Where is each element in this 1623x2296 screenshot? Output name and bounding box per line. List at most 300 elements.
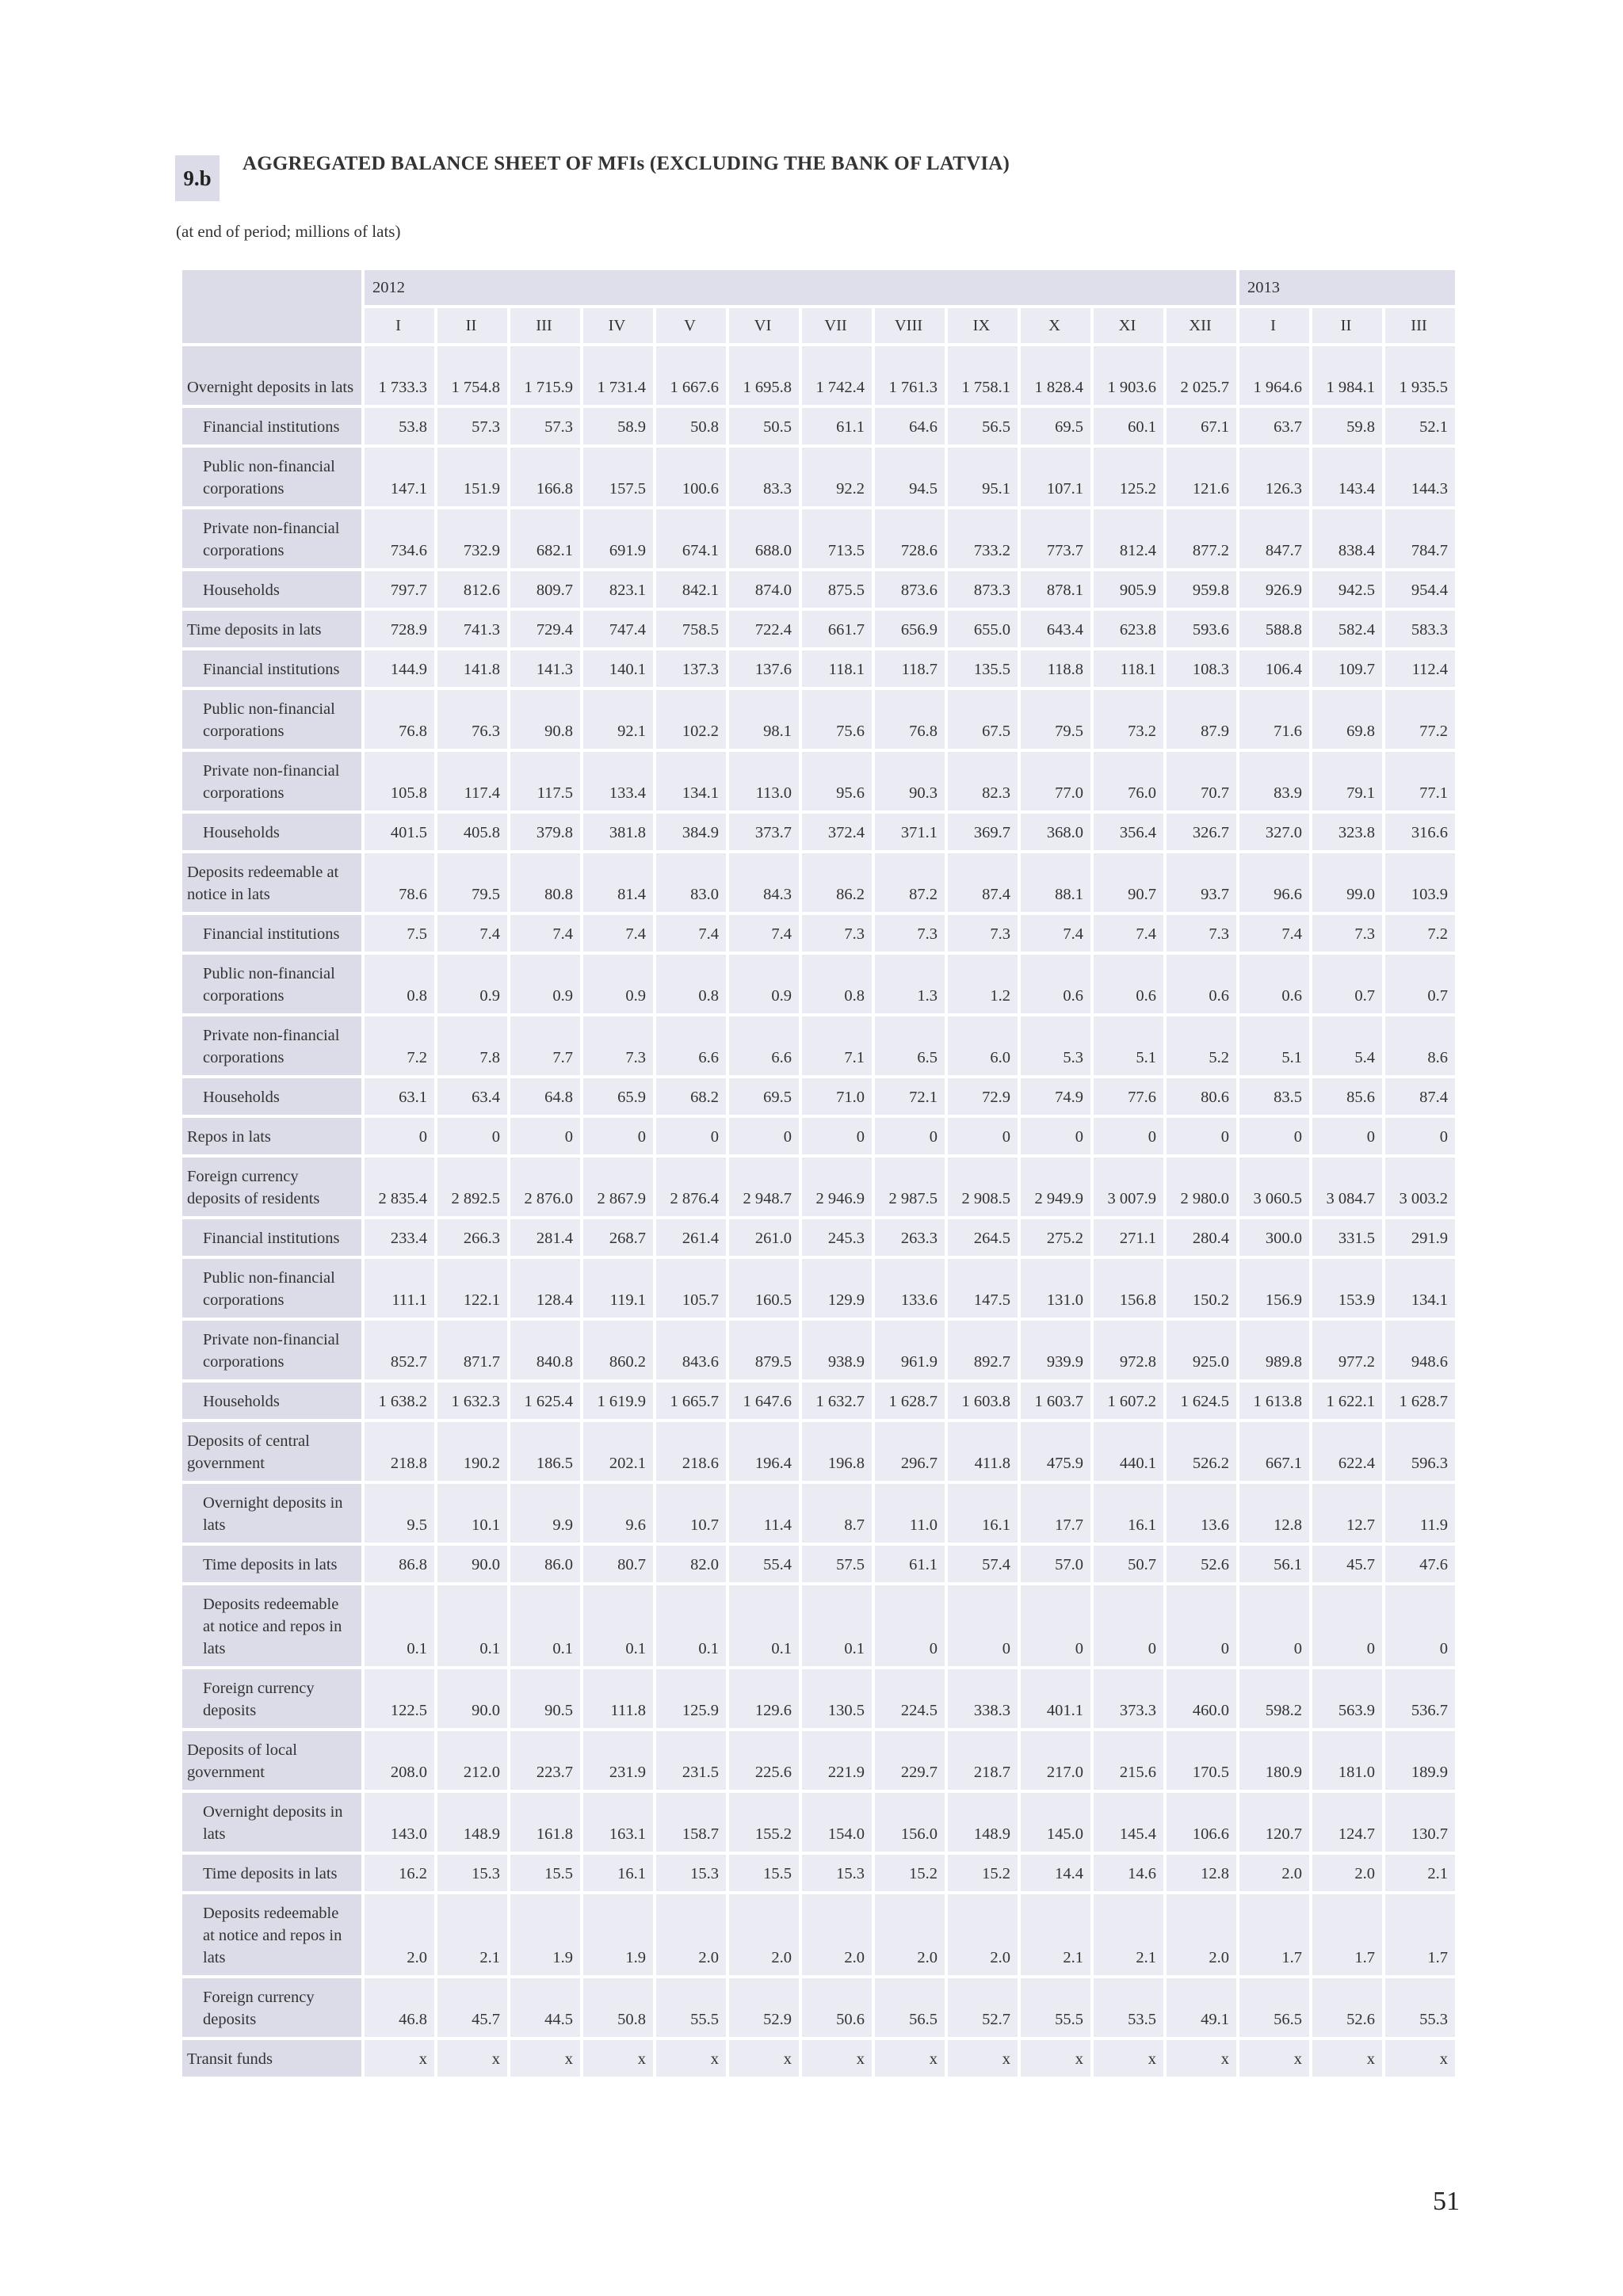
table-cell: 823.1 — [583, 571, 653, 608]
table-cell: 86.8 — [365, 1546, 434, 1582]
table-row — [182, 690, 1455, 749]
table-cell: 90.0 — [437, 1546, 507, 1582]
table-cell: 82.0 — [656, 1546, 726, 1582]
page-number: 51 — [1433, 2187, 1460, 2216]
table-cell: 11.4 — [729, 1484, 799, 1543]
table-cell: 596.3 — [1385, 1422, 1455, 1481]
table-cell: 373.3 — [1094, 1669, 1163, 1728]
table-cell: x — [583, 2040, 653, 2077]
table-cell: 190.2 — [437, 1422, 507, 1481]
table-row — [182, 1016, 1455, 1075]
table-cell: 0.9 — [729, 955, 799, 1013]
table-cell: 2.1 — [1094, 1894, 1163, 1975]
table-cell: 109.7 — [1312, 650, 1382, 687]
table-cell: 129.6 — [729, 1669, 799, 1728]
table-cell: 181.0 — [1312, 1731, 1382, 1790]
table-row — [182, 1422, 1455, 1481]
table-cell: 0.9 — [583, 955, 653, 1013]
table-cell: 122.5 — [365, 1669, 434, 1728]
table-cell: 212.0 — [437, 1731, 507, 1790]
table-cell: 156.0 — [875, 1793, 945, 1852]
table-cell: 157.5 — [583, 448, 653, 506]
table-cell: 231.9 — [583, 1731, 653, 1790]
table-cell: 747.4 — [583, 611, 653, 647]
table-cell: 875.5 — [802, 571, 872, 608]
table-cell: 145.0 — [1021, 1793, 1090, 1852]
table-cell: 1 619.9 — [583, 1383, 653, 1419]
table-cell: 0 — [948, 1118, 1018, 1154]
table-cell: x — [1312, 2040, 1382, 2077]
table-cell: x — [948, 2040, 1018, 2077]
table-cell: 80.7 — [583, 1546, 653, 1582]
table-cell: 72.1 — [875, 1078, 945, 1115]
table-cell: 50.8 — [656, 408, 726, 444]
table-cell: 92.1 — [583, 690, 653, 749]
table-cell: x — [1021, 2040, 1090, 2077]
table-cell: 1.7 — [1385, 1894, 1455, 1975]
table-row — [182, 1383, 1455, 1419]
table-cell: 111.8 — [583, 1669, 653, 1728]
table-cell: 773.7 — [1021, 509, 1090, 568]
table-cell: 1 754.8 — [437, 346, 507, 405]
table-cell: 261.0 — [729, 1219, 799, 1256]
table-cell: 144.9 — [365, 650, 434, 687]
row-label: Financial institutions — [182, 408, 361, 444]
table-cell: 196.4 — [729, 1422, 799, 1481]
table-cell: 2.0 — [656, 1894, 726, 1975]
row-label: Foreign currency deposits — [182, 1669, 361, 1728]
table-cell: 1 695.8 — [729, 346, 799, 405]
month-header: I — [1239, 308, 1309, 343]
table-cell: 9.5 — [365, 1484, 434, 1543]
table-cell: 2 948.7 — [729, 1158, 799, 1216]
table-cell: 8.7 — [802, 1484, 872, 1543]
table-cell: 809.7 — [510, 571, 580, 608]
row-label: Households — [182, 571, 361, 608]
table-row — [182, 1219, 1455, 1256]
table-cell: 266.3 — [437, 1219, 507, 1256]
table-cell: 118.8 — [1021, 650, 1090, 687]
table-cell: 0 — [583, 1118, 653, 1154]
table-row — [182, 915, 1455, 952]
table-cell: 401.1 — [1021, 1669, 1090, 1728]
table-cell: 526.2 — [1167, 1422, 1236, 1481]
table-cell: 69.5 — [1021, 408, 1090, 444]
table-cell: 327.0 — [1239, 814, 1309, 850]
table-cell: 56.5 — [948, 408, 1018, 444]
table-cell: x — [802, 2040, 872, 2077]
table-cell: 17.7 — [1021, 1484, 1090, 1543]
table-cell: 261.4 — [656, 1219, 726, 1256]
table-cell: 158.7 — [656, 1793, 726, 1852]
row-label: Public non-financial corporations — [182, 448, 361, 506]
table-cell: 1 665.7 — [656, 1383, 726, 1419]
table-cell: 95.6 — [802, 752, 872, 810]
table-cell: 55.5 — [1021, 1978, 1090, 2037]
table-cell: 14.6 — [1094, 1855, 1163, 1891]
table-cell: 5.3 — [1021, 1016, 1090, 1075]
table-cell: 7.4 — [510, 915, 580, 952]
table-cell: 0.6 — [1167, 955, 1236, 1013]
table-cell: 296.7 — [875, 1422, 945, 1481]
table-cell: 905.9 — [1094, 571, 1163, 608]
table-cell: 57.5 — [802, 1546, 872, 1582]
row-label: Public non-financial corporations — [182, 690, 361, 749]
table-cell: 231.5 — [656, 1731, 726, 1790]
row-label: Public non-financial corporations — [182, 955, 361, 1013]
table-cell: 87.2 — [875, 853, 945, 912]
table-cell: 13.6 — [1167, 1484, 1236, 1543]
table-cell: 76.0 — [1094, 752, 1163, 810]
table-cell: 69.5 — [729, 1078, 799, 1115]
table-cell: 379.8 — [510, 814, 580, 850]
table-row — [182, 611, 1455, 647]
table-cell: 741.3 — [437, 611, 507, 647]
table-row — [182, 1585, 1455, 1666]
table-cell: 9.6 — [583, 1484, 653, 1543]
table-cell: 0 — [1312, 1585, 1382, 1666]
table-cell: 3 003.2 — [1385, 1158, 1455, 1216]
table-cell: 682.1 — [510, 509, 580, 568]
table-cell: 0.7 — [1312, 955, 1382, 1013]
table-cell: 134.1 — [1385, 1259, 1455, 1318]
table-cell: 0 — [1167, 1118, 1236, 1154]
month-header: IV — [583, 308, 653, 343]
table-cell: 154.0 — [802, 1793, 872, 1852]
page-subtitle: (at end of period; millions of lats) — [176, 222, 401, 241]
table-cell: 3 084.7 — [1312, 1158, 1382, 1216]
table-cell: 83.5 — [1239, 1078, 1309, 1115]
row-label: Private non-financial corporations — [182, 1016, 361, 1075]
table-cell: 536.7 — [1385, 1669, 1455, 1728]
row-label: Repos in lats — [182, 1118, 361, 1154]
table-cell: 1 603.7 — [1021, 1383, 1090, 1419]
table-cell: 0.1 — [365, 1585, 434, 1666]
table-row — [182, 346, 1455, 405]
table-cell: 1 742.4 — [802, 346, 872, 405]
table-cell: 77.2 — [1385, 690, 1455, 749]
balance-sheet-table — [179, 267, 1458, 2080]
table-cell: 7.3 — [1312, 915, 1382, 952]
table-cell: 12.8 — [1167, 1855, 1236, 1891]
table-cell: 281.4 — [510, 1219, 580, 1256]
table-cell: 147.1 — [365, 448, 434, 506]
table-cell: 7.4 — [1021, 915, 1090, 952]
table-cell: 1 667.6 — [656, 346, 726, 405]
table-cell: 63.1 — [365, 1078, 434, 1115]
table-cell: 170.5 — [1167, 1731, 1236, 1790]
table-cell: 55.5 — [656, 1978, 726, 2037]
table-cell: 143.4 — [1312, 448, 1382, 506]
row-label: Households — [182, 814, 361, 850]
table-cell: 118.7 — [875, 650, 945, 687]
table-cell: 2.1 — [1021, 1894, 1090, 1975]
row-label: Deposits redeemable at notice in lats — [182, 853, 361, 912]
table-cell: 148.9 — [948, 1793, 1018, 1852]
table-cell: 137.3 — [656, 650, 726, 687]
table-cell: 1.9 — [510, 1894, 580, 1975]
header-corner — [182, 270, 361, 343]
row-label: Foreign currency deposits — [182, 1978, 361, 2037]
table-cell: x — [1385, 2040, 1455, 2077]
table-cell: 79.5 — [1021, 690, 1090, 749]
table-cell: 0.1 — [802, 1585, 872, 1666]
table-cell: 57.0 — [1021, 1546, 1090, 1582]
table-cell: 90.7 — [1094, 853, 1163, 912]
table-cell: 7.3 — [802, 915, 872, 952]
table-cell: 130.5 — [802, 1669, 872, 1728]
table-cell: 119.1 — [583, 1259, 653, 1318]
table-cell: 784.7 — [1385, 509, 1455, 568]
table-cell: 728.6 — [875, 509, 945, 568]
table-cell: 113.0 — [729, 752, 799, 810]
table-cell: 0.6 — [1239, 955, 1309, 1013]
table-cell: 121.6 — [1167, 448, 1236, 506]
table-cell: 106.6 — [1167, 1793, 1236, 1852]
table-cell: 90.3 — [875, 752, 945, 810]
row-label: Deposits of local government — [182, 1731, 361, 1790]
table-cell: 103.9 — [1385, 853, 1455, 912]
row-label: Transit funds — [182, 2040, 361, 2077]
table-cell: 6.0 — [948, 1016, 1018, 1075]
table-cell: 368.0 — [1021, 814, 1090, 850]
table-cell: 6.6 — [729, 1016, 799, 1075]
table-cell: 5.1 — [1239, 1016, 1309, 1075]
table-cell: x — [1094, 2040, 1163, 2077]
table-cell: 1 628.7 — [1385, 1383, 1455, 1419]
table-cell: 141.8 — [437, 650, 507, 687]
row-label: Overnight deposits in lats — [182, 1484, 361, 1543]
table-cell: 81.4 — [583, 853, 653, 912]
table-cell: 55.4 — [729, 1546, 799, 1582]
table-cell: 2.1 — [1385, 1855, 1455, 1891]
table-cell: 56.5 — [875, 1978, 945, 2037]
table-cell: 842.1 — [656, 571, 726, 608]
table-cell: 2.1 — [437, 1894, 507, 1975]
table-cell: 0 — [1239, 1118, 1309, 1154]
table-cell: 77.6 — [1094, 1078, 1163, 1115]
table-cell: 0 — [437, 1118, 507, 1154]
table-cell: 53.5 — [1094, 1978, 1163, 2037]
month-header: VIII — [875, 308, 945, 343]
table-cell: 847.7 — [1239, 509, 1309, 568]
table-cell: 118.1 — [802, 650, 872, 687]
table-cell: 52.6 — [1167, 1546, 1236, 1582]
table-cell: 221.9 — [802, 1731, 872, 1790]
table-cell: 7.3 — [1167, 915, 1236, 952]
table-cell: 1.2 — [948, 955, 1018, 1013]
table-cell: 63.4 — [437, 1078, 507, 1115]
table-cell: 316.6 — [1385, 814, 1455, 850]
table-cell: 82.3 — [948, 752, 1018, 810]
table-cell: 111.1 — [365, 1259, 434, 1318]
table-cell: 734.6 — [365, 509, 434, 568]
table-cell: 15.5 — [729, 1855, 799, 1891]
table-cell: 271.1 — [1094, 1219, 1163, 1256]
table-cell: 6.5 — [875, 1016, 945, 1075]
table-body — [182, 346, 1455, 2077]
table-cell: 56.5 — [1239, 1978, 1309, 2037]
month-header: V — [656, 308, 726, 343]
table-cell: 989.8 — [1239, 1321, 1309, 1379]
table-cell: 71.6 — [1239, 690, 1309, 749]
table-cell: 74.9 — [1021, 1078, 1090, 1115]
table-cell: 0.1 — [656, 1585, 726, 1666]
table-cell: 147.5 — [948, 1259, 1018, 1318]
table-cell: 117.4 — [437, 752, 507, 810]
row-label: Deposits of central government — [182, 1422, 361, 1481]
year-header-row — [182, 270, 1455, 305]
table-row — [182, 1259, 1455, 1318]
table-cell: 5.1 — [1094, 1016, 1163, 1075]
table-cell: 88.1 — [1021, 853, 1090, 912]
table-cell: 14.4 — [1021, 1855, 1090, 1891]
table-cell: 108.3 — [1167, 650, 1236, 687]
table-cell: 7.3 — [948, 915, 1018, 952]
table-cell: 93.7 — [1167, 853, 1236, 912]
table-cell: 15.3 — [437, 1855, 507, 1891]
row-label: Foreign currency deposits of residents — [182, 1158, 361, 1216]
table-cell: 122.1 — [437, 1259, 507, 1318]
row-label: Overnight deposits in lats — [182, 346, 361, 405]
table-cell: 94.5 — [875, 448, 945, 506]
table-cell: 78.6 — [365, 853, 434, 912]
table-cell: 64.8 — [510, 1078, 580, 1115]
table-cell: 1 647.6 — [729, 1383, 799, 1419]
table-cell: 3 007.9 — [1094, 1158, 1163, 1216]
table-cell: 12.7 — [1312, 1484, 1382, 1543]
row-label: Deposits redeemable at notice and repos in lats — [182, 1585, 361, 1666]
table-cell: 217.0 — [1021, 1731, 1090, 1790]
table-cell: 7.4 — [1094, 915, 1163, 952]
table-cell: 733.2 — [948, 509, 1018, 568]
table-cell: 71.0 — [802, 1078, 872, 1115]
table-cell: 189.9 — [1385, 1731, 1455, 1790]
table-cell: 131.0 — [1021, 1259, 1090, 1318]
table-row — [182, 1484, 1455, 1543]
table-cell: 15.3 — [656, 1855, 726, 1891]
row-label: Time deposits in lats — [182, 1855, 361, 1891]
table-cell: 0 — [365, 1118, 434, 1154]
table-cell: 2 946.9 — [802, 1158, 872, 1216]
table-row — [182, 1321, 1455, 1379]
table-cell: 84.3 — [729, 853, 799, 912]
table-cell: 65.9 — [583, 1078, 653, 1115]
table-cell: 76.8 — [875, 690, 945, 749]
table-cell: 381.8 — [583, 814, 653, 850]
table-cell: 2 876.4 — [656, 1158, 726, 1216]
table-cell: 92.2 — [802, 448, 872, 506]
table-cell: 245.3 — [802, 1219, 872, 1256]
table-cell: 0.8 — [365, 955, 434, 1013]
table-cell: 0.7 — [1385, 955, 1455, 1013]
table-cell: 0.9 — [437, 955, 507, 1013]
table-cell: 7.2 — [1385, 915, 1455, 952]
month-header-row — [182, 308, 1455, 343]
table-cell: 90.5 — [510, 1669, 580, 1728]
table-cell: 972.8 — [1094, 1321, 1163, 1379]
table-cell: 977.2 — [1312, 1321, 1382, 1379]
table-cell: 1 632.7 — [802, 1383, 872, 1419]
table-cell: 99.0 — [1312, 853, 1382, 912]
table-row — [182, 1894, 1455, 1975]
table-cell: 50.8 — [583, 1978, 653, 2037]
table-cell: 129.9 — [802, 1259, 872, 1318]
table-cell: x — [437, 2040, 507, 2077]
table-cell: 838.4 — [1312, 509, 1382, 568]
table-cell: 153.9 — [1312, 1259, 1382, 1318]
table-cell: 440.1 — [1094, 1422, 1163, 1481]
table-cell: 233.4 — [365, 1219, 434, 1256]
table-cell: 961.9 — [875, 1321, 945, 1379]
table-cell: 1.9 — [583, 1894, 653, 1975]
table-cell: x — [365, 2040, 434, 2077]
table-cell: 87.4 — [1385, 1078, 1455, 1115]
table-cell: 275.2 — [1021, 1219, 1090, 1256]
table-cell: x — [875, 2040, 945, 2077]
table-cell: 729.4 — [510, 611, 580, 647]
table-cell: 2.0 — [1239, 1855, 1309, 1891]
table-cell: 151.9 — [437, 448, 507, 506]
table-cell: 2.0 — [1312, 1855, 1382, 1891]
table-cell: 0 — [1239, 1585, 1309, 1666]
table-cell: x — [1239, 2040, 1309, 2077]
table-cell: 661.7 — [802, 611, 872, 647]
table-cell: 202.1 — [583, 1422, 653, 1481]
table-cell: 102.2 — [656, 690, 726, 749]
table-cell: 8.6 — [1385, 1016, 1455, 1075]
table-cell: 797.7 — [365, 571, 434, 608]
table-cell: 15.3 — [802, 1855, 872, 1891]
table-cell: 0 — [802, 1118, 872, 1154]
table-cell: 50.7 — [1094, 1546, 1163, 1582]
table-cell: 643.4 — [1021, 611, 1090, 647]
table-cell: 5.4 — [1312, 1016, 1382, 1075]
table-cell: 105.8 — [365, 752, 434, 810]
table-cell: 1 613.8 — [1239, 1383, 1309, 1419]
table-cell: 76.3 — [437, 690, 507, 749]
table-cell: 1 628.7 — [875, 1383, 945, 1419]
table-cell: 263.3 — [875, 1219, 945, 1256]
table-cell: 622.4 — [1312, 1422, 1382, 1481]
table-cell: 141.3 — [510, 650, 580, 687]
table-cell: 67.1 — [1167, 408, 1236, 444]
table-cell: 871.7 — [437, 1321, 507, 1379]
table-cell: 223.7 — [510, 1731, 580, 1790]
table-cell: 95.1 — [948, 448, 1018, 506]
table-cell: 16.1 — [1094, 1484, 1163, 1543]
table-cell: 401.5 — [365, 814, 434, 850]
table-row — [182, 1731, 1455, 1790]
row-label: Time deposits in lats — [182, 1546, 361, 1582]
table-cell: 0 — [656, 1118, 726, 1154]
table-cell: 45.7 — [1312, 1546, 1382, 1582]
table-cell: 52.1 — [1385, 408, 1455, 444]
row-label: Private non-financial corporations — [182, 752, 361, 810]
table-cell: 7.3 — [583, 1016, 653, 1075]
table-cell: 7.4 — [729, 915, 799, 952]
table-cell: 57.3 — [437, 408, 507, 444]
table-cell: 100.6 — [656, 448, 726, 506]
table-cell: 323.8 — [1312, 814, 1382, 850]
table-cell: 860.2 — [583, 1321, 653, 1379]
table-row — [182, 408, 1455, 444]
table-cell: 691.9 — [583, 509, 653, 568]
table-row — [182, 650, 1455, 687]
table-cell: 196.8 — [802, 1422, 872, 1481]
table-cell: 1 733.3 — [365, 346, 434, 405]
table-cell: 70.7 — [1167, 752, 1236, 810]
